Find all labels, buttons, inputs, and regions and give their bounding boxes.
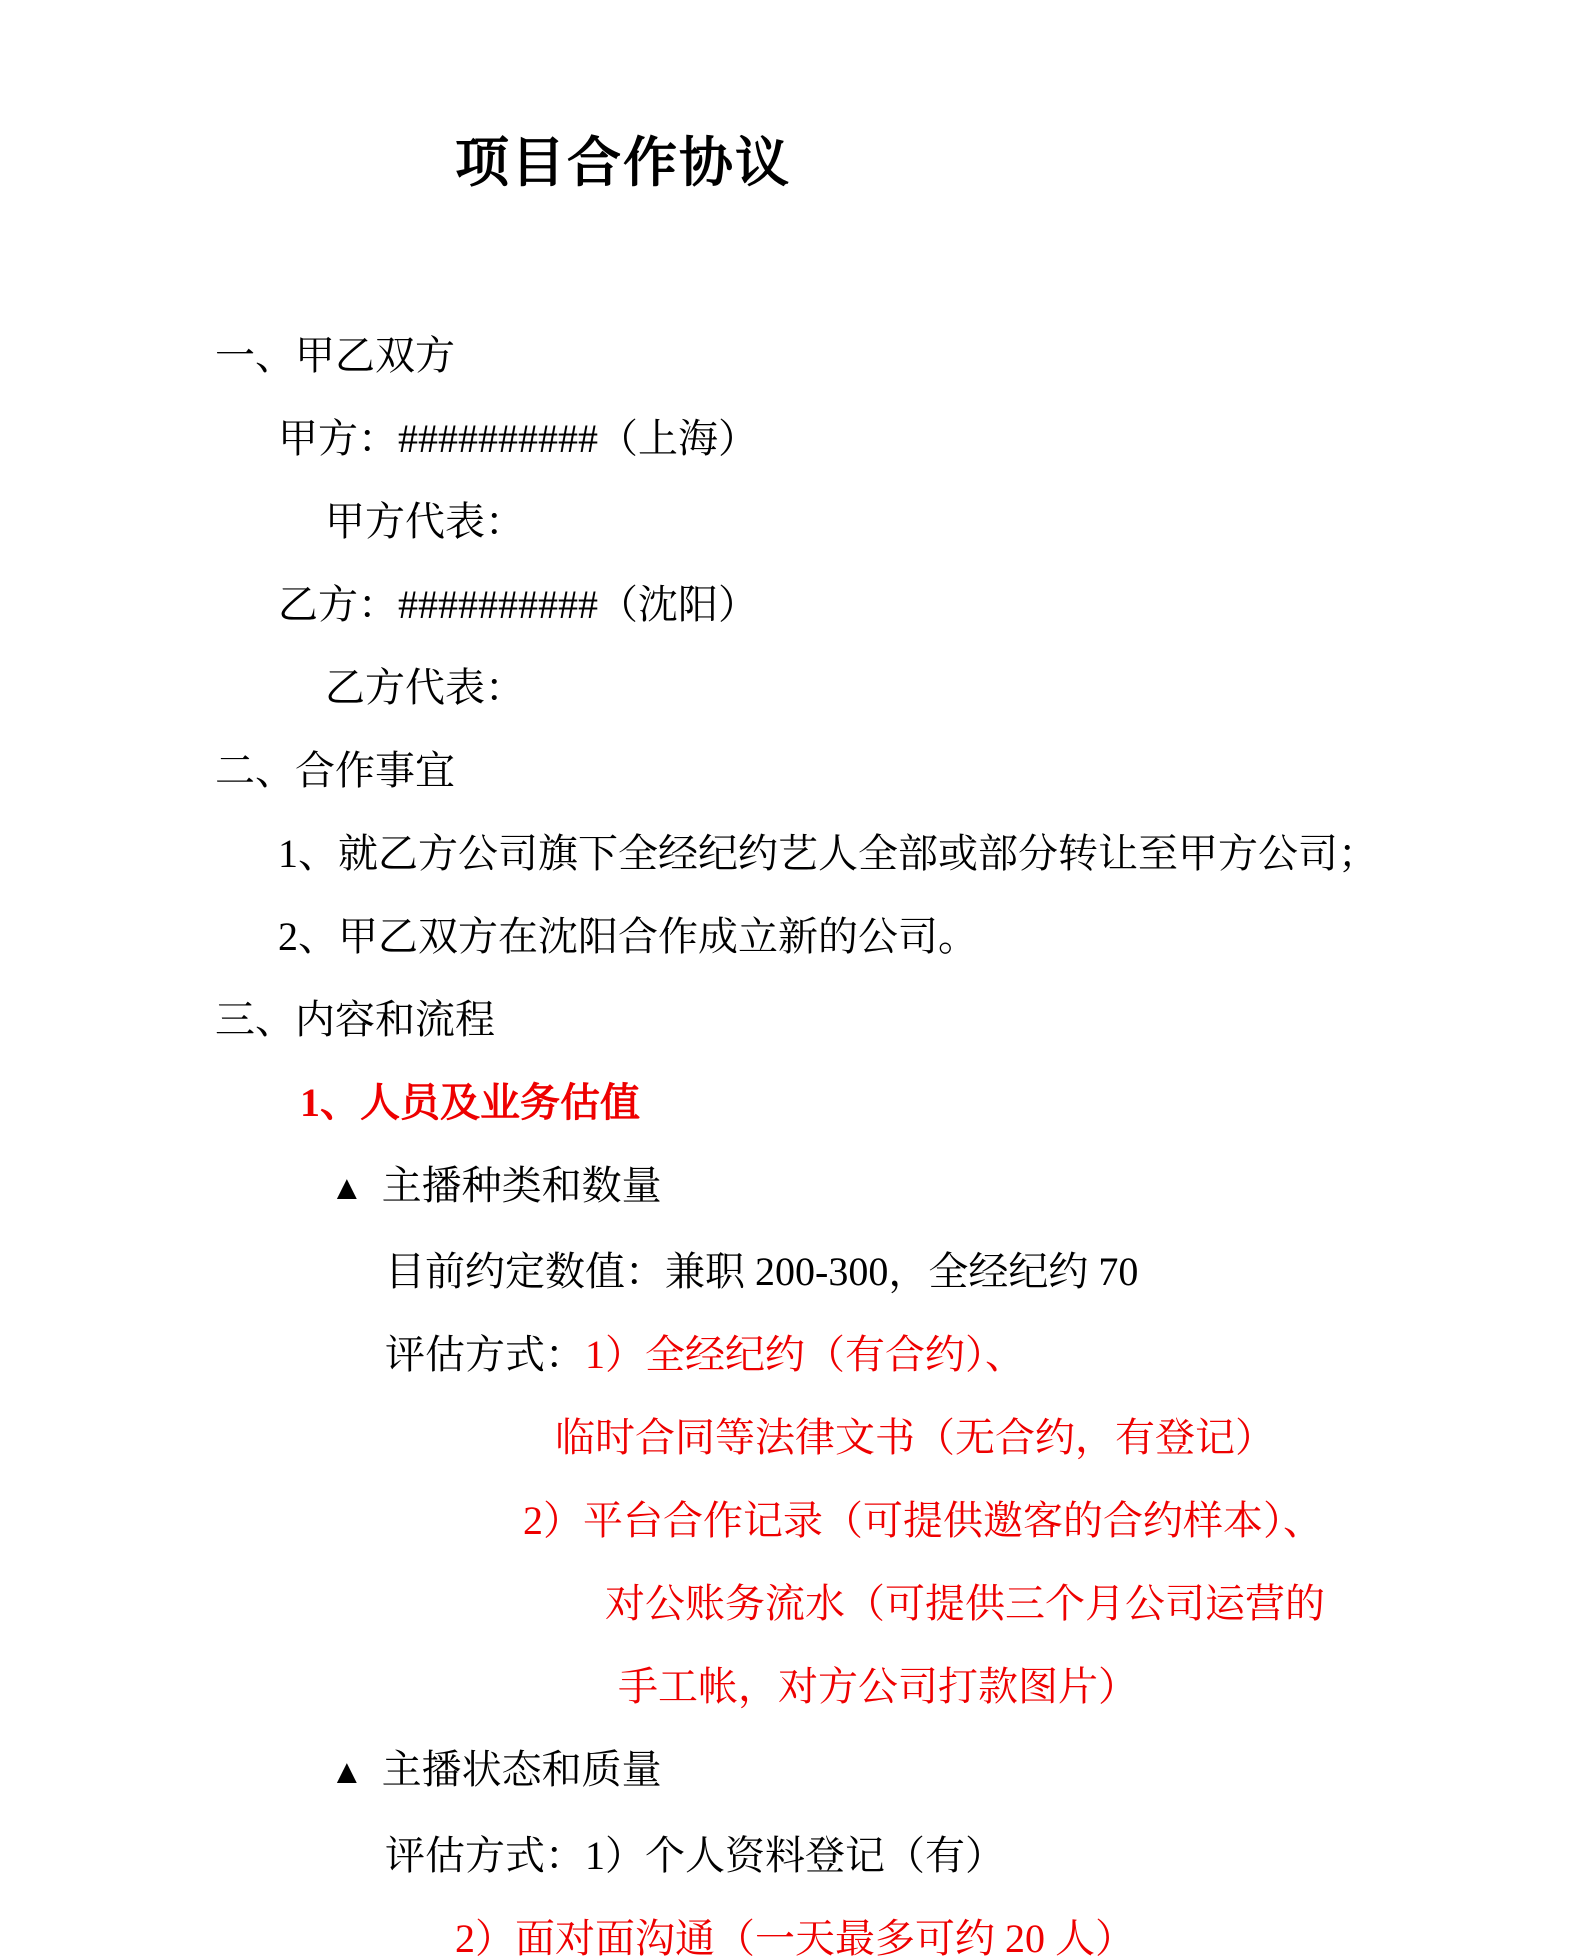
cooperation-item-2 — [0, 895, 1587, 978]
party-a-rep-line — [0, 480, 1587, 563]
text-segment: 三、内容和流程 — [215, 997, 495, 1042]
text-segment: 目前约定数值：兼职 200-300，全经纪约 70 — [385, 1249, 1139, 1294]
triangle-bullet-icon: ▲ — [330, 1754, 364, 1791]
evaluation-method-line-1 — [0, 1313, 1587, 1396]
evaluation-method-line-2 — [0, 1814, 1587, 1897]
text-segment: 1、就乙方公司旗下全经纪约艺人全部或部分转让至甲方公司； — [278, 831, 1378, 876]
text-segment: 乙方：##########（沈阳） — [278, 582, 758, 627]
evaluation-detail-line-1 — [0, 1396, 1587, 1479]
text-segment: 评估方式：1）个人资料登记（有） — [385, 1833, 1005, 1878]
text-segment: 临时合同等法律文书（无合约，有登记） — [555, 1415, 1275, 1460]
bullet-anchor-type-quantity — [0, 1144, 1587, 1230]
subsection-heading-valuation — [0, 1061, 1587, 1144]
text-segment: 主播种类和数量 — [381, 1163, 662, 1208]
text-segment: 手工帐，对方公司打款图片） — [618, 1664, 1138, 1709]
text-segment: 主播状态和质量 — [381, 1747, 662, 1792]
evaluation-detail-line-3 — [0, 1562, 1587, 1645]
evaluation-detail-line-2 — [0, 1479, 1587, 1562]
party-b-line — [0, 563, 1587, 646]
evaluation-detail-line-5 — [0, 1897, 1587, 1956]
triangle-bullet-icon: ▲ — [330, 1170, 364, 1207]
section-heading-parties — [0, 314, 1587, 397]
document-body — [0, 314, 1587, 1956]
text-segment: 1、人员及业务估值 — [300, 1080, 640, 1125]
text-segment: 甲方：##########（上海） — [278, 416, 758, 461]
bullet-anchor-status-quality — [0, 1728, 1587, 1814]
document-title: 项目合作协议 — [455, 133, 791, 193]
party-a-line — [0, 397, 1587, 480]
section-heading-content-process — [0, 978, 1587, 1061]
cooperation-item-1 — [0, 812, 1587, 895]
text-segment: 乙方代表： — [325, 665, 525, 710]
evaluation-detail-line-4 — [0, 1645, 1587, 1728]
text-segment: 1）全经纪约（有合约）、 — [585, 1332, 1025, 1377]
text-segment: 对公账务流水（可提供三个月公司运营的 — [605, 1581, 1325, 1626]
text-segment: 评估方式： — [385, 1332, 585, 1377]
section-heading-cooperation — [0, 729, 1587, 812]
text-segment: 2、甲乙双方在沈阳合作成立新的公司。 — [278, 914, 978, 959]
text-segment: 甲方代表： — [325, 499, 525, 544]
party-b-rep-line — [0, 646, 1587, 729]
current-agreed-values-line — [0, 1230, 1587, 1313]
text-segment: 一、甲乙双方 — [215, 333, 455, 378]
text-segment: 二、合作事宜 — [215, 748, 455, 793]
text-segment: 2）平台合作记录（可提供邀客的合约样本）、 — [523, 1498, 1323, 1543]
text-segment: 2）面对面沟通（一天最多可约 20 人） — [455, 1916, 1135, 1956]
